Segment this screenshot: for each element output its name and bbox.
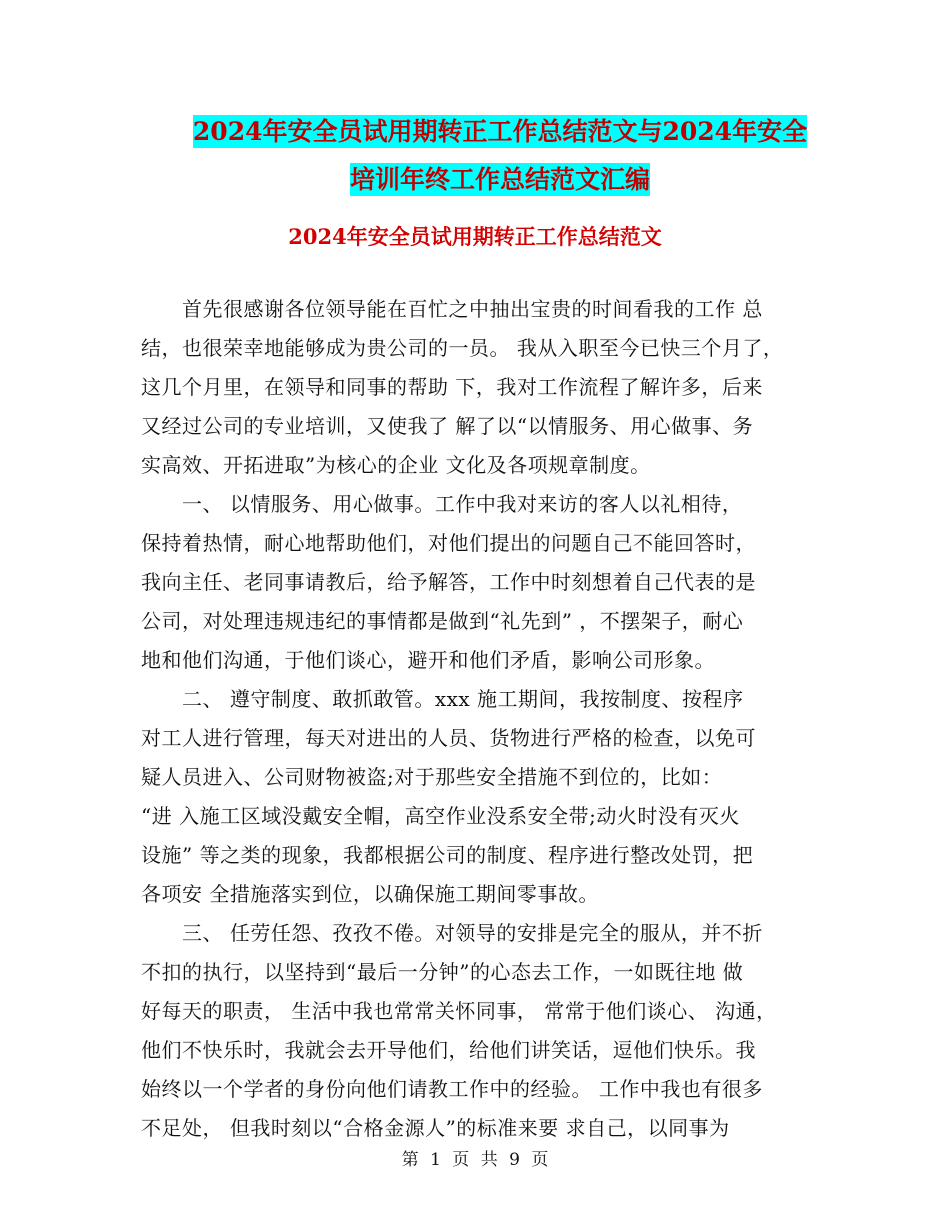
- body-line: 又经过公司的专业培训，又使我了 解了以“以情服务、用心做事、务: [141, 414, 754, 438]
- body-line: 这几个月里，在领导和同事的帮助 下，我对工作流程了解许多，后来: [141, 375, 763, 399]
- body-line: 二、 遵守制度、敢抓敢管。xxx 施工期间，我按制度、按程序: [141, 687, 744, 711]
- body-line: 首先很感谢各位领导能在百忙之中抽出宝贵的时间看我的工作 总: [141, 297, 763, 321]
- body-line: 他们不快乐时，我就会去开导他们，给他们讲笑话，逗他们快乐。我: [141, 1038, 756, 1062]
- body-line: 我向主任、老同事请教后，给予解答，工作中时刻想着自己代表的是: [141, 570, 756, 594]
- page-footer: 第 1 页 共 9 页: [401, 1150, 549, 1170]
- body-line: 三、 任劳任怨、孜孜不倦。对领导的安排是完全的服从，并不折: [141, 921, 763, 945]
- body-line: 好每天的职责， 生活中我也常常关怀同事， 常常于他们谈心、 沟通，: [141, 999, 777, 1023]
- document-title: [140, 108, 860, 204]
- body-line: 不扣的执行，以坚持到“最后一分钟”的心态去工作，一如既往地 做: [141, 960, 744, 984]
- body-line: 结，也很荣幸地能够成为贵公司的一员。 我从入职至今已快三个月了，: [141, 336, 784, 360]
- body-line: 始终以一个学者的身份向他们请教工作中的经验。 工作中我也有很多: [141, 1077, 763, 1101]
- body-line: 各项安 全措施落实到位，以确保施工期间零事故。: [141, 882, 599, 906]
- body-line: 保持着热情，耐心地帮助他们，对他们提出的问题自己不能回答时，: [141, 531, 756, 555]
- section-title: 2024年安全员试用期转正工作总结范文: [288, 224, 662, 249]
- body-line: 设施” 等之类的现象，我都根据公司的制度、程序进行整改处罚，把: [141, 843, 754, 867]
- body-line: 实高效、开拓进取”为核心的企业 文化及各项规章制度。: [141, 453, 651, 477]
- body-line: 公司，对处理违规违纪的事情都是做到“礼先到” ，不摆架子，耐心: [141, 609, 744, 633]
- body-line: 不足处， 但我时刻以“合格金源人”的标准来要 求自己，以同事为: [141, 1116, 730, 1140]
- document-title-line-2: 培训年终工作总结范文汇编: [349, 165, 650, 194]
- body-line: 对工人进行管理，每天对进出的人员、货物进行严格的检查，以免可: [141, 726, 756, 750]
- body-line: 一、 以情服务、用心做事。工作中我对来访的客人以礼相待，: [141, 492, 743, 516]
- body-line: 地和他们沟通，于他们谈心，避开和他们矛盾，影响公司形象。: [141, 648, 715, 672]
- body-line: 疑人员进入、公司财物被盗;对于那些安全措施不到位的，比如：: [141, 765, 723, 789]
- body-line: “进 入施工区域没戴安全帽，高空作业没系安全带;动火时没有灭火: [141, 804, 740, 828]
- document-title-line-1: 2024年安全员试用期转正工作总结范文与2024年安全: [192, 117, 808, 146]
